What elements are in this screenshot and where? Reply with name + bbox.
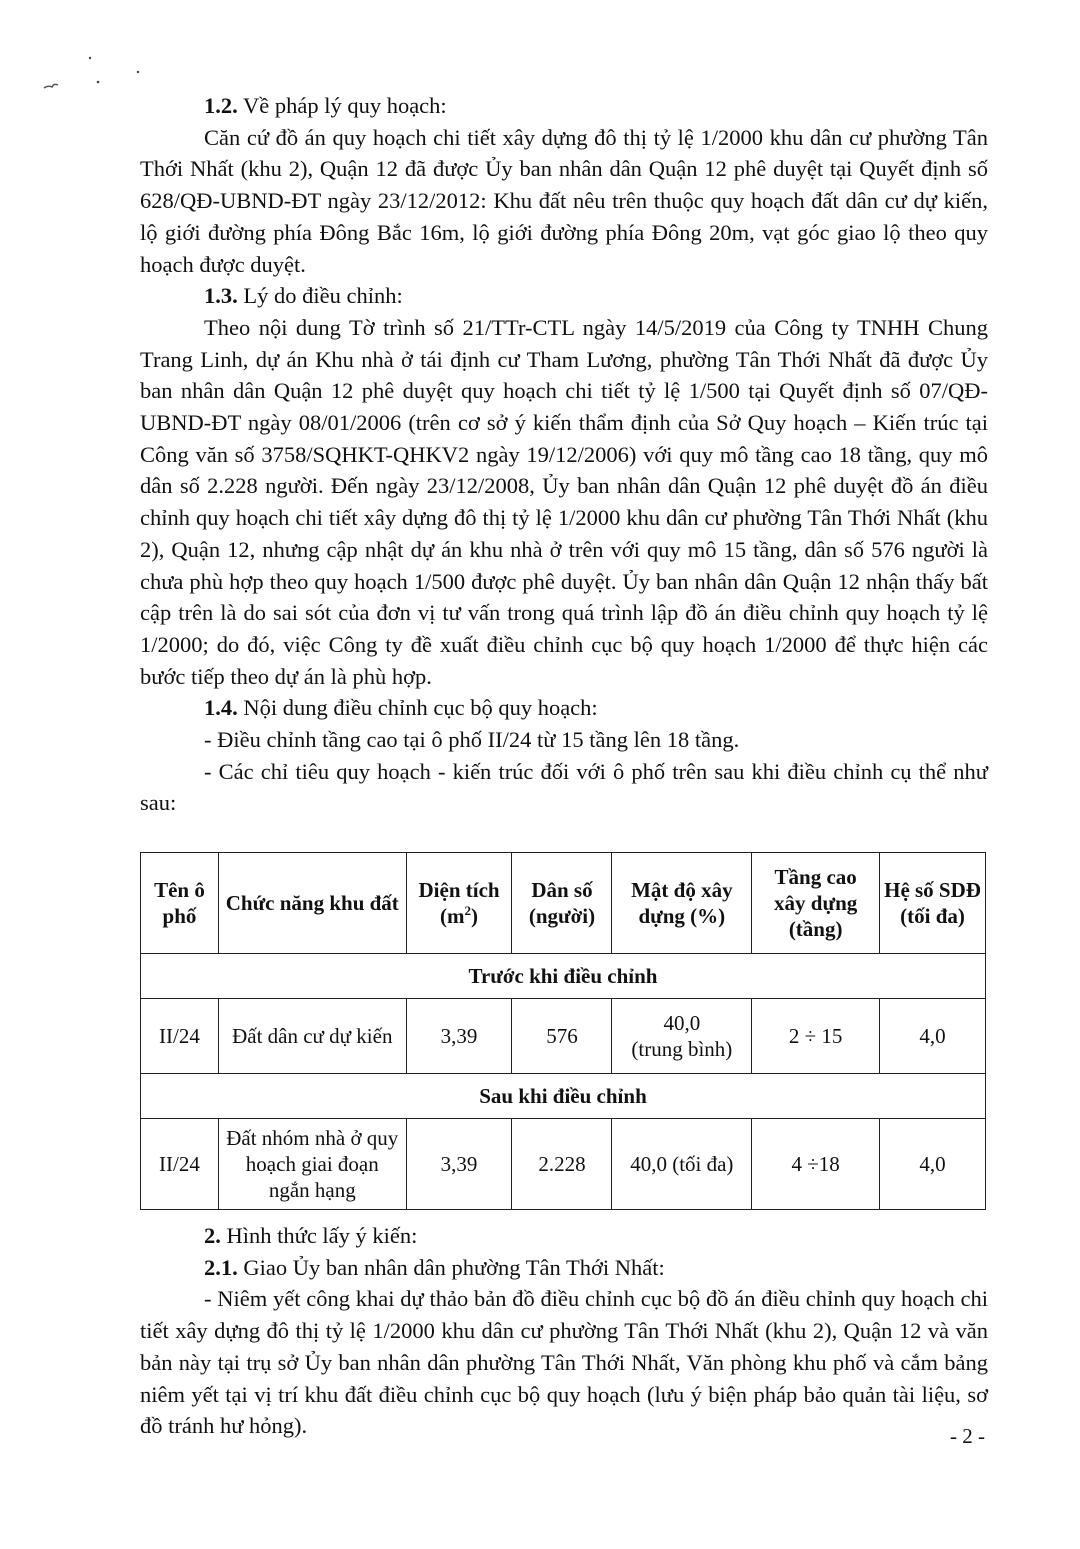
heading-text: Lý do điều chỉnh: xyxy=(237,283,403,309)
heading-number: 2. xyxy=(204,1223,221,1248)
list-item: - Các chỉ tiêu quy hoạch - kiến trúc đối với ô phố trên sau khi điều chỉnh cụ thể như sau: xyxy=(140,758,988,816)
section-label-before: Trước khi điều chỉnh xyxy=(141,954,986,999)
cell-dien-tich: 3,39 xyxy=(406,999,512,1074)
cell-o-pho: II/24 xyxy=(141,1119,219,1210)
section-2 xyxy=(140,1220,988,1442)
header-mat-do: Mật độ xây dựng (%) xyxy=(612,853,752,954)
table-row xyxy=(141,1119,986,1210)
cell-mat-do-value: 40,0 xyxy=(663,1011,701,1035)
paragraph-public-posting: - Niêm yết công khai dự thảo bản đồ điều chỉnh cục bộ đồ án điều chỉnh quy hoạch chi tiết xây dựng đô thị tỷ lệ 1/2000 khu dân cư phường Tân Thới Nhất (khu 2), Quận 12 và văn bản này tại trụ sở Ủy ban nhân dân phường Tân Thới Nhất, Văn phòng khu phố và cắm bảng niêm yết tại vị trí khu đất điều chỉnh cục bộ quy hoạch (lưu ý biện pháp bảo quản tài liệu, sơ đồ tránh hư hỏng). xyxy=(140,1286,988,1439)
cell-dien-tich: 3,39 xyxy=(406,1119,512,1210)
header-chuc-nang: Chức năng khu đất xyxy=(218,853,406,954)
section-1-2 xyxy=(140,90,988,819)
table-header-row xyxy=(141,853,986,954)
header-dien-tich-end: ) xyxy=(471,904,479,928)
planning-indicators-table xyxy=(140,852,986,1210)
heading-number: 2.1. xyxy=(204,1254,238,1280)
heading-number: 1.3. xyxy=(204,283,238,309)
section-row-after xyxy=(141,1074,986,1119)
heading-1-3 xyxy=(140,280,988,312)
heading-text: Nội dung điều chỉnh cục bộ quy hoạch: xyxy=(237,695,598,721)
cell-he-so: 4,0 xyxy=(880,1119,986,1210)
heading-text: Giao Ủy ban nhân dân phường Tân Thới Nhất: xyxy=(237,1254,665,1280)
header-dien-tich xyxy=(406,853,512,954)
heading-number: 1.2. xyxy=(204,93,238,118)
heading-2-1 xyxy=(140,1252,988,1284)
heading-text: Hình thức lấy ý kiến: xyxy=(220,1223,418,1248)
cell-chuc-nang: Đất dân cư dự kiến xyxy=(218,999,406,1074)
cell-chuc-nang: Đất nhóm nhà ở quy hoạch giai đoạn ngắn hạng xyxy=(218,1119,406,1210)
header-tang-cao: Tầng cao xây dựng (tầng) xyxy=(752,853,880,954)
cell-mat-do-note: (trung bình) xyxy=(631,1037,733,1061)
header-o-pho: Tên ô phố xyxy=(141,853,219,954)
cell-mat-do: 40,0 (tối đa) xyxy=(612,1119,752,1210)
section-row-before xyxy=(141,954,986,999)
cell-dan-so: 2.228 xyxy=(512,1119,612,1210)
list-item: - Điều chỉnh tầng cao tại ô phố II/24 từ 15 tầng lên 18 tầng. xyxy=(204,727,740,753)
header-dien-tich-text: Diện tích (m xyxy=(418,878,500,928)
header-dan-so: Dân số (người) xyxy=(512,853,612,954)
cell-mat-do xyxy=(612,999,752,1074)
paragraph-legal-basis: Căn cứ đồ án quy hoạch chi tiết xây dựng đô thị tỷ lệ 1/2000 khu dân cư phường Tân Thới Nhất (khu 2), Quận 12 đã được Ủy ban nhân dân Quận 12 phê duyệt tại Quyết định số 628/QĐ-UBND-ĐT ngày 23/12/2012: Khu đất nêu trên thuộc quy hoạch đất dân cư dự kiến, lộ giới đường phía Đông Bắc 16m, lộ giới đường phía Đông 20m, vạt góc giao lộ theo quy hoạch được duyệt. xyxy=(140,124,988,277)
header-he-so: Hệ số SDĐ (tối đa) xyxy=(880,853,986,954)
header-dien-tich-sup: 2 xyxy=(464,903,472,918)
heading-2 xyxy=(140,1220,988,1252)
heading-text: Về pháp lý quy hoạch: xyxy=(237,93,447,118)
section-label-after: Sau khi điều chỉnh xyxy=(141,1074,986,1119)
table-row xyxy=(141,999,986,1074)
cell-tang-cao: 4 ÷18 xyxy=(752,1119,880,1210)
cell-dan-so: 576 xyxy=(512,999,612,1074)
page-number: - 2 - xyxy=(950,1424,985,1448)
heading-1-2 xyxy=(140,90,988,122)
heading-number: 1.4. xyxy=(204,695,238,721)
cell-o-pho: II/24 xyxy=(141,999,219,1074)
heading-1-4 xyxy=(140,692,988,724)
cell-tang-cao: 2 ÷ 15 xyxy=(752,999,880,1074)
paragraph-reason: Theo nội dung Tờ trình số 21/TTr-CTL ngày 14/5/2019 của Công ty TNHH Chung Trang Linh, dự án Khu nhà ở tái định cư Tham Lương, phường Tân Thới Nhất đã được Ủy ban nhân dân Quận 12 phê duyệt quy hoạch chi tiết tỷ lệ 1/500 tại Quyết định số 07/QĐ-UBND-ĐT ngày 08/01/2006 (trên cơ sở ý kiến thẩm định của Sở Quy hoạch – Kiến trúc tại Công văn số 3758/SQHKT-QHKV2 ngày 19/12/2006) với quy mô tầng cao 18 tầng, quy mô dân số 2.228 người. Đến ngày 23/12/2008, Ủy ban nhân dân Quận 12 phê duyệt đồ án điều chỉnh quy hoạch chi tiết xây dựng đô thị tỷ lệ 1/2000 khu dân cư phường Tân Thới Nhất (khu 2), Quận 12, nhưng cập nhật dự án khu nhà ở trên với quy mô 15 tầng, dân số 576 người là chưa phù hợp theo quy hoạch 1/500 được phê duyệt. Ủy ban nhân dân Quận 12 nhận thấy bất cập trên là do sai sót của đơn vị tư vấn trong quá trình lập đồ án điều chỉnh quy hoạch tỷ lệ 1/2000; do đó, việc Công ty đề xuất điều chỉnh cục bộ quy hoạch 1/2000 để thực hiện các bước tiếp theo dự án là phù hợp. xyxy=(140,314,988,689)
cell-he-so: 4,0 xyxy=(880,999,986,1074)
